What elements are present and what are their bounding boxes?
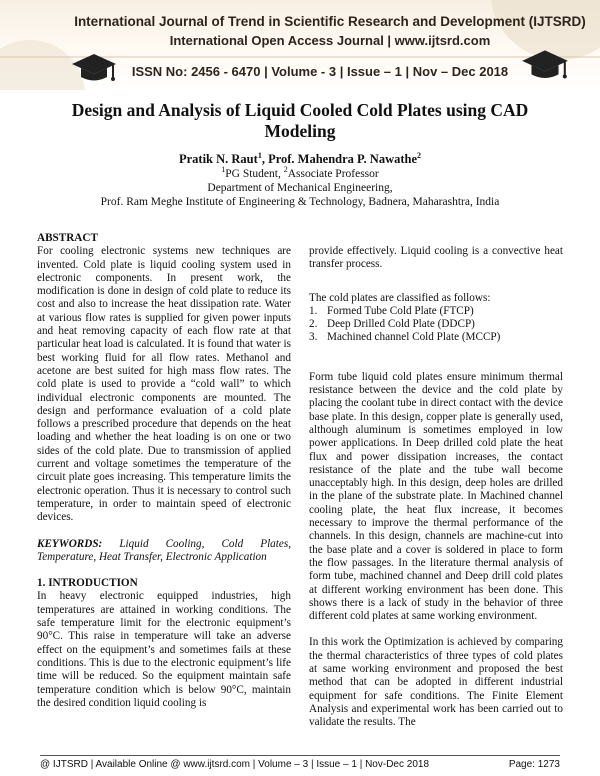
spacer <box>37 564 291 577</box>
page-number: Page: 1273 <box>508 759 560 770</box>
affiliation-mark: 1 <box>257 150 262 160</box>
abstract-text: For cooling electronic systems new techniques are invented. Cold plate is liquid cooling system used in electronic components. In present work, the modification is done in design of cold plate to reduce its cost and also to increase the heat dissipation rate. Water at various flow rates is supplied for given power inputs and heat removing capacity of each flow rate at that particular heat load is calculated. It is found that water is best working fluid for all flow rates. Methanol and acetone are best suited for high mass flow rates. The cold plate is used to provide a “cold wall” to which individual electronic components are mounted. The design and performance evaluation of a cold plate follows a prescribed procedure that depends on the heat loading and whether the heat loading is on one or two sides of the cold plate. Due to transmission of applied current and voltage sometimes the temperature of the circuit plate goes increasing. This temperature limits the electronic operation. Thus it is necessary to control such temperature, in order to maintain speed of electronic devices. <box>37 245 291 524</box>
spacer <box>309 285 563 292</box>
author-separator: , <box>261 152 269 166</box>
list-text: Deep Drilled Cold Plate (DDCP) <box>327 318 475 331</box>
author-roles <box>40 167 560 181</box>
page-footer <box>40 759 560 773</box>
paragraph: provide effectively. Liquid cooling is a convective heat transfer process. <box>309 245 563 271</box>
author-name: Pratik N. Raut <box>178 152 258 166</box>
keywords <box>37 538 291 565</box>
affiliation-mark: 2 <box>283 165 288 175</box>
affiliation-mark: 1 <box>221 165 226 175</box>
spacer <box>309 345 563 358</box>
abstract-heading: ABSTRACT <box>37 232 98 244</box>
paragraph: Form tube liquid cold plates ensure minimum thermal resistance between the device and the cold plate by placing the coolant tube in direct contact with the device base plate. In this design, copper plate is generally used, although aluminum is sometimes employed in low power applications. In Deep drilled cold plate the heat flux and power dissipation increases, the contact resistance of the plate and the tube wall become unacceptably high. In this design, deep holes are drilled in the plane of the substrate plate. In Machined channel cooling plate, the heat flux increase, it becomes necessary to improve the thermal performance of the channels. In this design, channels are machine-cut into the base plate and a cover is soldered in place to form the flow passages. In the literature thermal analysis of form tube, machined channel and Deep drill cold plates at different working environment has been done. This shows there is a lack of study in the behavior of three different cold plates at same working environment. <box>309 370 563 623</box>
role-text: PG Student, <box>225 168 284 180</box>
paper-title: Design and Analysis of Liquid Cooled Cold Plates using CAD Modeling <box>71 100 529 141</box>
author-name: Prof. Mahendra P. Nawathe <box>268 152 418 166</box>
list-intro: The cold plates are classified as follows: <box>309 291 491 304</box>
spacer <box>309 358 563 371</box>
department: Department of Mechanical Engineering, <box>207 182 393 194</box>
intro-text: In heavy electronic equipped industries, high temperatures are attained in working conditions. The safe temperature limit for the electronic equipment’s 90°C. This raise in temperature will take an adverse effect on the equipment’s and sometimes fails at these conditions. This is due to the electronic equipment’s life time will be reduced. So the equipment maintain safe temperature condition which is below 90°C, maintain the desired condition liquid cooling is <box>37 590 291 709</box>
author-line <box>40 152 560 167</box>
list-number: 2. <box>309 318 318 331</box>
keywords-text: Liquid Cooling, Cold Plates, Temperature, Heat Transfer, Electronic Application <box>37 537 291 563</box>
keywords-label: KEYWORDS: <box>37 537 103 550</box>
list-item <box>309 305 563 318</box>
affiliation-mark: 2 <box>417 150 422 160</box>
list-number: 3. <box>309 331 318 344</box>
spacer <box>309 623 563 636</box>
footer-rule <box>40 755 560 756</box>
journal-subtitle: International Open Access Journal | www.ijtsrd.com <box>169 33 491 48</box>
list-item <box>309 318 563 331</box>
intro-heading: 1. INTRODUCTION <box>37 577 138 590</box>
spacer <box>37 525 291 538</box>
list-text: Machined channel Cold Plate (MCCP) <box>327 331 501 344</box>
journal-title: International Journal of Trend in Scientific Research and Development (IJTSRD) <box>74 14 586 29</box>
paragraph: In this work the Optimization is achieved by comparing the thermal characteristics of three types of cold plates at same working environment and proposed the best method that can be adopted in different industrial equipment for safe conditions. The Finite Element Analysis and experimental work has been carried out to validate the results. The <box>309 636 563 729</box>
institute: Prof. Ram Meghe Institute of Engineering & Technology, Badnera, Maharashtra, India <box>100 196 500 208</box>
issn-volume-line: ISSN No: 2456 - 6470 | Volume - 3 | Issue – 1 | Nov – Dec 2018 <box>131 64 509 79</box>
journal-banner <box>0 0 600 90</box>
spacer <box>309 272 563 285</box>
role-text: Associate Professor <box>287 168 379 180</box>
list-number: 1. <box>309 304 318 317</box>
list-text: Formed Tube Cold Plate (FTCP) <box>327 304 474 317</box>
left-column <box>37 232 291 710</box>
footer-citation: @ IJTSRD | Available Online @ www.ijtsrd.com | Volume – 3 | Issue – 1 | Nov-Dec 2018 <box>40 759 429 770</box>
right-column <box>309 245 563 730</box>
list-item <box>309 331 563 344</box>
